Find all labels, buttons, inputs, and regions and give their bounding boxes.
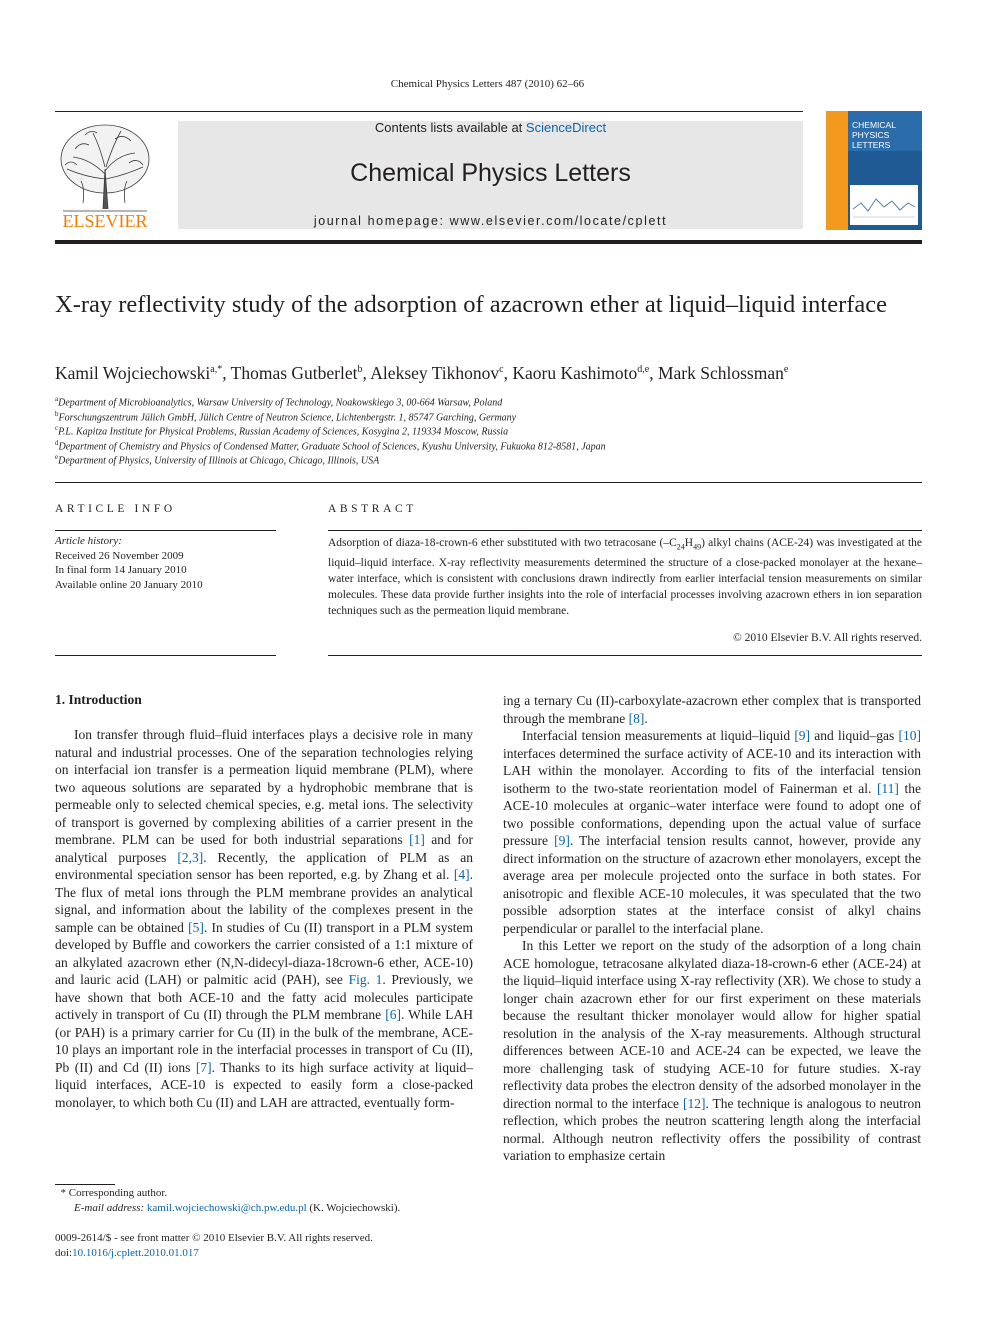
journal-reference: Chemical Physics Letters 487 (2010) 62–66 bbox=[390, 78, 585, 90]
affiliation-text: Department of Physics, University of Illinois at Chicago, Chicago, Illinois, USA bbox=[58, 455, 380, 467]
author-name: Aleksey Tikhonov bbox=[370, 363, 500, 383]
citation-link[interactable]: [11] bbox=[876, 780, 899, 796]
journal-homepage[interactable]: journal homepage: www.elsevier.com/locate/cplett bbox=[313, 214, 668, 228]
body-paragraph: ing a ternary Cu (II)-carboxylate-azacrown ether complex that is transported through the membrane [8]. bbox=[503, 693, 921, 726]
article-info-rule-bottom bbox=[55, 655, 276, 656]
doi-link[interactable]: 10.1016/j.cplett.2010.01.017 bbox=[72, 1246, 199, 1259]
affiliation-text: Department of Chemistry and Physics of Condensed Matter, Graduate School of Sciences, Kyushu University, Fukuoka 812-8581, Japan bbox=[58, 441, 606, 453]
affiliation bbox=[55, 395, 502, 408]
section-divider bbox=[55, 482, 922, 483]
article-info-rule-top bbox=[55, 530, 276, 531]
affiliation bbox=[55, 439, 606, 452]
elsevier-tree-icon bbox=[55, 119, 155, 231]
article-history bbox=[55, 534, 203, 592]
author-affil-marker[interactable]: c bbox=[499, 364, 504, 376]
citation-link[interactable]: [5] bbox=[188, 919, 204, 935]
figure-link[interactable]: Fig. 1 bbox=[348, 972, 383, 987]
history-label: Article history: bbox=[55, 535, 122, 547]
elsevier-wordmark: ELSEVIER bbox=[62, 211, 148, 231]
online-date: Available online 20 January 2010 bbox=[55, 578, 203, 591]
section-heading-introduction: 1. Introduction bbox=[55, 692, 142, 707]
citation-link[interactable]: [9] bbox=[554, 833, 570, 848]
journal-title: Chemical Physics Letters bbox=[350, 159, 631, 187]
footnote-email-line bbox=[55, 1201, 400, 1216]
abstract-heading: ABSTRACT bbox=[328, 503, 417, 515]
footnote-line bbox=[55, 1186, 400, 1201]
citation-link[interactable]: [4] bbox=[453, 867, 470, 882]
email-link[interactable]: kamil.wojciechowski@ch.pw.edu.pl bbox=[146, 1201, 307, 1214]
author-affil-marker[interactable]: d,e bbox=[637, 364, 650, 376]
page-footer bbox=[55, 1231, 373, 1260]
corresponding-author-footnote bbox=[55, 1186, 400, 1215]
header-top-rule bbox=[55, 111, 803, 112]
contents-line bbox=[178, 121, 803, 135]
author-affil-marker[interactable]: a,* bbox=[210, 364, 223, 376]
author-name: Mark Schlossman bbox=[657, 363, 784, 383]
article-info-heading: ARTICLE INFO bbox=[55, 503, 176, 515]
journal-header-box bbox=[178, 121, 803, 229]
paper-title: X-ray reflectivity study of the adsorption of azacrown ether at liquid–liquid interface bbox=[55, 291, 888, 318]
citation-link[interactable]: [9] bbox=[794, 728, 811, 743]
affiliation-marker: e bbox=[55, 453, 59, 461]
email-suffix: (K. Wojciechowski). bbox=[306, 1201, 401, 1214]
abstract-text: Adsorption of diaza-18-crown-6 ether substituted with two tetracosane $(-C_{24}H_{49})$ alkyl chains (ACE-24) was investigated at the liquid–liquid interface. X-ray reflectivity measurements determined the structure of a close-packed monolayer at the hexane–water interface, which is consistent with conclusions drawn indirectly from earlier interfacial tension measurements on similar molecules. These data provide further insights into the role of interfacial processes involving azacrown ethers in ion separation techniques such as the permeation liquid membrane. bbox=[328, 537, 923, 618]
author-name: Kaoru Kashimoto bbox=[512, 363, 638, 383]
affiliation-text: P.L. Kapitza Institute for Physical Problems, Russian Academy of Sciences, Kosygina 2, 119334 Moscow, Russia bbox=[58, 426, 509, 438]
author-affil-marker[interactable]: e bbox=[783, 364, 789, 376]
body-paragraph: Interfacial tension measurements at liquid–liquid [9] and liquid–gas [10] interfaces determined the surface activity of ACE-10 and its interaction with LAH within the monolayer. According to fits of the interfacial tension isotherm to the two-state reorientation model of Fainerman et al. [11] the ACE-10 molecules at organic–water interface were found to adopt one of two possible conformations, depending upon the actual value of surface pressure [9]. The interfacial tension results cannot, however, provide any direct information on the structure of azacrown ether monolayers, except the average area per molecule projected onto the surface in both states. For anisotropic and flexible ACE-10 molecules, it was speculated that the two possible adsorption states at the interface consist of alkyl chains perpendicular or parallel to the interfacial plane. bbox=[503, 728, 922, 936]
affiliation-marker: a bbox=[55, 395, 59, 403]
affiliation bbox=[55, 410, 516, 423]
citation-link[interactable]: [12] bbox=[682, 1095, 706, 1111]
citation-link[interactable]: [6] bbox=[385, 1007, 401, 1022]
affiliation-marker: d bbox=[55, 439, 59, 447]
cover-title-2: PHYSICS bbox=[852, 130, 890, 140]
author-list: Kamil Wojciechowski$^{a,*}$, Thomas Gutberlet$^b$, Aleksey Tikhonov$^c$, Kaoru Kashimoto$^{d,e}$, Mark Schlossman$^e$ bbox=[55, 363, 789, 383]
abstract-copyright: © 2010 Elsevier B.V. All rights reserved. bbox=[733, 632, 922, 644]
contents-prefix: Contents lists available at bbox=[374, 120, 526, 135]
abstract-rule-bottom bbox=[328, 655, 922, 656]
affiliation-text: Department of Microbioanalytics, Warsaw University of Technology, Noakowskiego 3, 00-664 Warsaw, Poland bbox=[58, 397, 503, 409]
journal-cover bbox=[826, 111, 922, 230]
footnote-marker: * bbox=[60, 1187, 66, 1199]
citation-link[interactable]: [8] bbox=[628, 710, 645, 726]
cover-title-3: LETTERS bbox=[852, 140, 891, 150]
elsevier-logo bbox=[55, 119, 155, 231]
issn-line: 0009-2614/$ - see front matter © 2010 Elsevier B.V. All rights reserved. bbox=[55, 1232, 373, 1244]
affiliation-marker: c bbox=[55, 424, 59, 432]
citation-link[interactable]: [10] bbox=[898, 728, 921, 743]
email-label: E-mail address: bbox=[74, 1201, 147, 1214]
header-bottom-rule bbox=[55, 240, 922, 244]
doi-label: doi: bbox=[55, 1246, 73, 1259]
author-affil-marker[interactable]: b bbox=[357, 364, 363, 376]
body-paragraph: Ion transfer through fluid–fluid interfaces plays a decisive role in many natural and industrial processes. One of the separation technologies relying on interfacial ion transfer is a permeation liquid membrane (PLM), where two aqueous solutions are separated by a hydrophobic membrane that is permeable only to selected chemical species, e.g. metal ions. The selectivity of transport is governed by complexing abilities of a carrier present in the membrane. PLM can be used for both industrial separations [1] and for analytical purposes [2,3]. Recently, the application of PLM as an environmental speciation sensor has been reported, e.g. by Zhang et al. [4]. The flux of metal ions through the PLM membrane provides an analytical signal, and information about the lability of the complexes present in the sample can be obtained [5]. In studies of Cu (II) transport in a PLM system developed by Buffle and coworkers the carrier consisted of a 1:1 mixture of an alkylated azacrown ether (N,N-didecyl-diaza-18crown-6 ether, ACE-10) and lauric acid (LAH) or palmitic acid (PAH), see Fig. 1. Previously, we have shown that both ACE-10 and the fatty acid molecules participate actively in transport of Cu (II) through the PLM membrane [6]. While LAH (or PAH) is a primary carrier for Cu (II) in the bulk of the membrane, ACE-10 plays an important role in the interfacial processes in transport of Cu (II), Pb (II) and Cd (II) ions [7]. Thanks to its high surface activity at liquid–liquid interfaces, ACE-10 is expected to easily form a close-packed monolayer, to which both Cu (II) and LAH are attracted, eventually form- bbox=[55, 727, 474, 1110]
citation-link[interactable]: [7] bbox=[195, 1059, 212, 1075]
affiliation-text: Forschungszentrum Jülich GmbH, Jülich Centre of Neutron Science, Lichtenbergstr. 1, 85747 Garching, Germany bbox=[58, 412, 517, 424]
author-name: Thomas Gutberlet bbox=[230, 363, 358, 383]
final-form-date: In final form 14 January 2010 bbox=[55, 564, 187, 576]
citation-link[interactable]: [2,3] bbox=[177, 849, 204, 865]
body-column-right bbox=[503, 692, 921, 1165]
body-column-left bbox=[55, 726, 473, 1111]
author-name: Kamil Wojciechowski bbox=[55, 363, 211, 383]
abstract-rule-top bbox=[328, 530, 922, 531]
received-date: Received 26 November 2009 bbox=[55, 549, 184, 562]
doi-line bbox=[55, 1246, 373, 1261]
body-paragraph: In this Letter we report on the study of the adsorption of a long chain ACE homologue, tetracosane alkylated diaza-18-crown-6 ether (ACE-24) at the liquid–liquid interface using X-ray reflectivity (XR). We chose to study a longer chain azacrown ether for our first experiment on these materials because the resultant thicker monolayer would allow for higher spatial resolution in the analysis of the X-ray measurements. Although structural differences between ACE-10 and ACE-24 can be expected, we leave the more challenging task of studying ACE-10 for future studies. X-ray reflectivity data probes the electron density of the adsorbed monolayer in the direction normal to the interface [12]. The technique is analogous to neutron reflection, which probes the neutron scattering length along the interfacial normal. Although neutron reflectivity offers the possibility of contrast variation to emphasize certain bbox=[503, 938, 921, 1163]
footnote-label: Corresponding author. bbox=[66, 1187, 168, 1199]
affiliation bbox=[55, 424, 508, 437]
sciencedirect-link[interactable]: ScienceDirect bbox=[525, 120, 607, 135]
affiliation-marker: b bbox=[55, 410, 59, 418]
affiliation bbox=[55, 453, 379, 466]
cover-title-1: CHEMICAL bbox=[852, 120, 896, 130]
footnote-rule bbox=[55, 1184, 115, 1185]
citation-link[interactable]: [1] bbox=[409, 832, 425, 847]
